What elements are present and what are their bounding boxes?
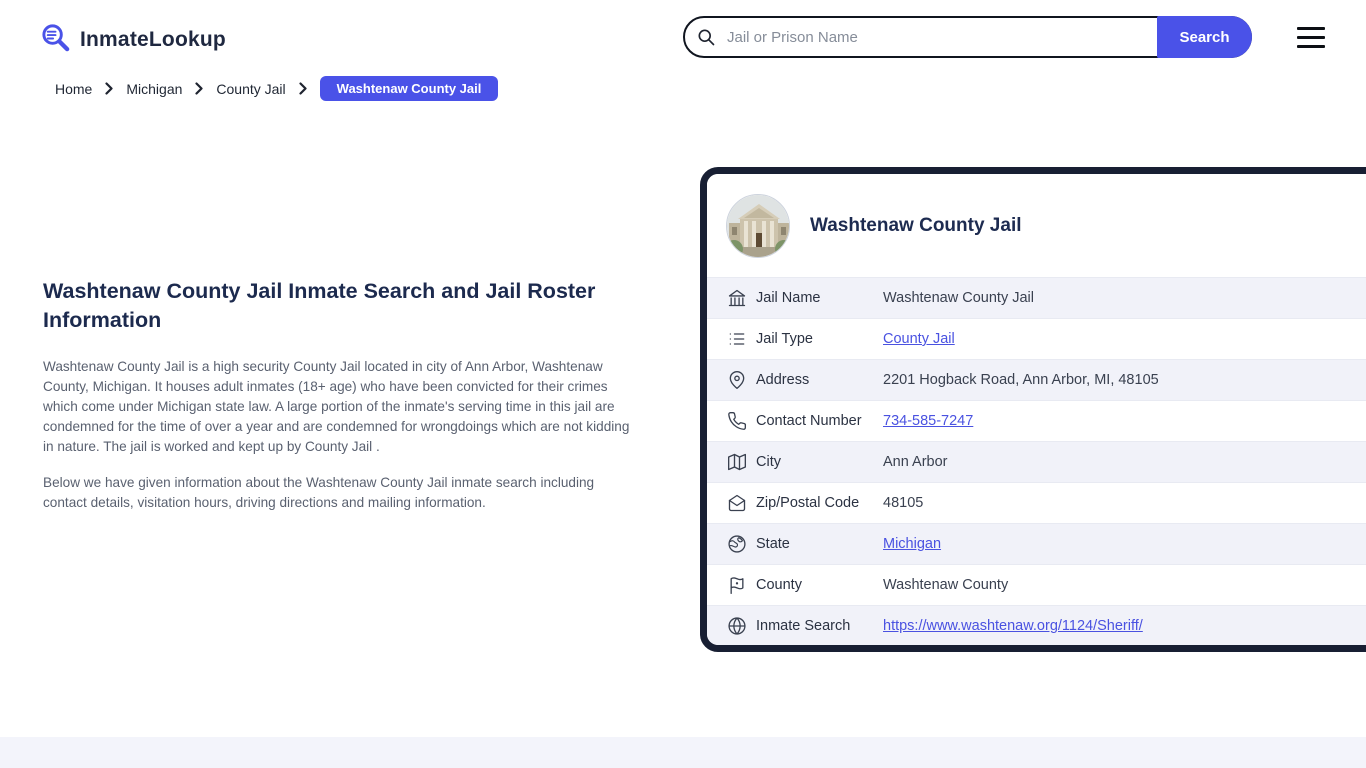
article-paragraph: Below we have given information about the Washtenaw County Jail inmate search including contact details, visitation hours, driving directions and mailing information. — [43, 475, 595, 510]
hamburger-menu-icon[interactable] — [1297, 27, 1325, 48]
article — [43, 277, 648, 529]
row-value: Washtenaw County Jail — [883, 290, 1034, 306]
row-label: Inmate Search — [756, 618, 851, 634]
brand-name: InmateLookup — [80, 28, 226, 51]
row-value-link[interactable]: Michigan — [883, 536, 942, 552]
row-value: 48105 — [883, 495, 924, 511]
jail-info-card — [700, 167, 1366, 652]
row-label: Jail Name — [756, 290, 821, 306]
row-label: City — [756, 454, 781, 470]
search-bar — [683, 16, 1252, 58]
breadcrumb-county-jail[interactable]: County Jail — [216, 80, 286, 97]
bank-icon — [727, 288, 747, 308]
table-row — [707, 318, 1366, 359]
row-label: Contact Number — [756, 413, 862, 429]
table-row — [707, 482, 1366, 523]
chevron-right-icon — [105, 82, 113, 95]
breadcrumb — [55, 76, 498, 101]
breadcrumb-home[interactable]: Home — [55, 80, 93, 97]
row-value-link[interactable]: 734-585-7247 — [883, 413, 974, 429]
magnifier-logo-icon — [40, 22, 71, 58]
flag-icon — [727, 575, 747, 595]
row-label: Jail Type — [756, 331, 813, 347]
row-label: State — [756, 536, 790, 552]
row-value: 2201 Hogback Road, Ann Arbor, MI, 48105 — [883, 372, 1159, 388]
row-value: Washtenaw County — [883, 577, 1009, 593]
table-row — [707, 523, 1366, 564]
row-value-link[interactable]: County Jail — [883, 331, 955, 347]
row-label: Address — [756, 372, 810, 388]
breadcrumb-michigan[interactable]: Michigan — [126, 80, 183, 97]
row-label: County — [756, 577, 802, 593]
table-row — [707, 441, 1366, 482]
phone-icon — [727, 411, 747, 431]
table-row — [707, 564, 1366, 605]
chevron-right-icon — [195, 82, 203, 95]
table-row — [707, 400, 1366, 441]
globe-icon — [727, 534, 747, 554]
row-value: Ann Arbor — [883, 454, 948, 470]
web-icon — [727, 616, 747, 636]
jail-card-title: Washtenaw County Jail — [810, 214, 1022, 236]
table-row — [707, 277, 1366, 318]
list-icon — [727, 329, 747, 349]
page-title: Washtenaw County Jail Inmate Search and Jail Roster Information — [43, 279, 596, 332]
map-pin-icon — [727, 370, 747, 390]
chevron-right-icon — [299, 82, 307, 95]
table-row — [707, 359, 1366, 400]
row-label: Zip/Postal Code — [756, 495, 860, 511]
jail-photo — [726, 194, 790, 258]
search-button[interactable]: Search — [1157, 16, 1252, 58]
brand-logo[interactable] — [40, 22, 226, 58]
footer-band — [0, 737, 1366, 768]
breadcrumb-current-badge: Washtenaw County Jail — [320, 76, 499, 101]
row-value-link[interactable]: https://www.washtenaw.org/1124/Sheriff/ — [883, 618, 1143, 634]
mail-icon — [727, 493, 747, 513]
article-paragraph: Washtenaw County Jail is a high security County Jail located in city of Ann Arbor, Washtenaw County, Michigan. It houses adult inmates (18+ age) who have been convicted for their crimes which come under Michigan state law. A large portion of the inmate's serving time in this jail are condemned for the time of over a year and are condemned for wrongdoings which are not kidding in nature. The jail is worked and kept up by County Jail . — [43, 359, 630, 454]
jail-card-header — [707, 174, 1366, 277]
map-icon — [727, 452, 747, 472]
table-row — [707, 605, 1366, 646]
jail-table — [707, 277, 1366, 646]
